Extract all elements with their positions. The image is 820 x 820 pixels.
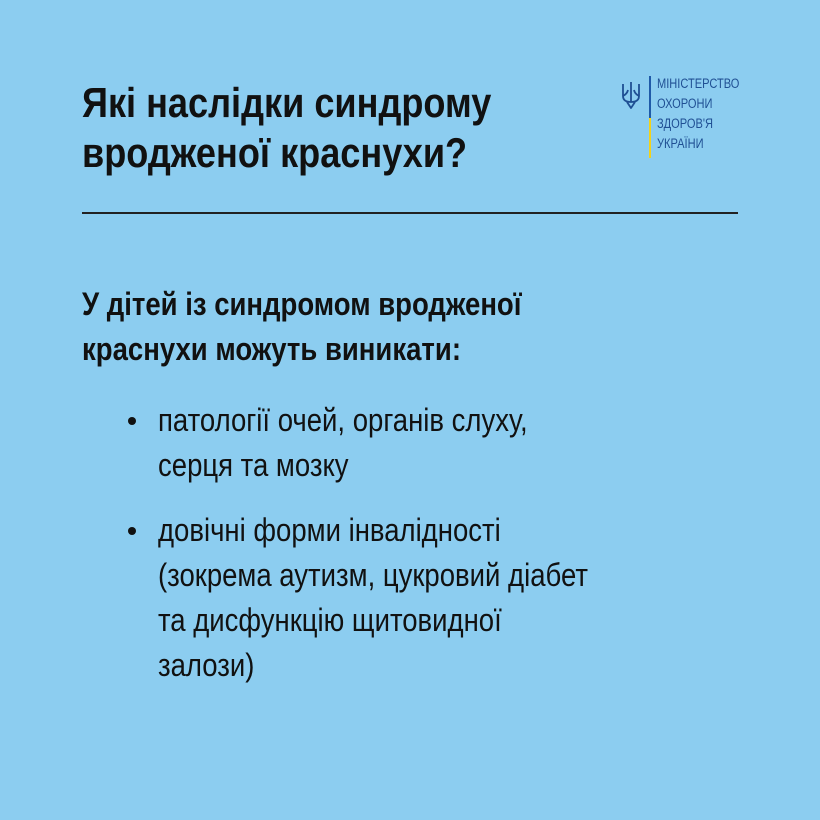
logo-line: ОХОРОНИ [657,96,713,111]
title-line: Які наслідки синдрому [82,79,492,126]
page-title [82,78,491,178]
logo-line: МІНІСТЕРСТВО [657,76,740,91]
list-item-line: довічні форми інвалідності [158,512,501,548]
intro-text [82,282,521,372]
logo-flag-bar [649,76,651,158]
list-item-text [158,398,588,488]
divider [82,212,738,214]
bullet-icon [128,417,136,425]
intro-line: У дітей із синдромом вродженої [82,286,522,322]
logo-line: ЗДОРОВ'Я [657,116,714,131]
list-item-line: патології очей, органів слуху, [158,402,528,438]
list-item [122,398,658,488]
list-item-line: залози) [158,647,255,683]
title-line: вродженої краснухи? [82,129,468,176]
intro-line: краснухи можуть виникати: [82,331,461,367]
logo-line: УКРАЇНИ [657,136,704,151]
bullet-icon [128,527,136,535]
list-item-text [158,508,588,688]
logo-text [657,74,739,154]
consequences-list [122,398,658,708]
ministry-logo [620,74,758,158]
trident-icon [620,80,642,110]
list-item [122,508,658,688]
list-item-line: та дисфункцію щитовидної [158,602,502,638]
list-item-line: серця та мозку [158,447,349,483]
list-item-line: (зокрема аутизм, цукровий діабет [158,557,588,593]
